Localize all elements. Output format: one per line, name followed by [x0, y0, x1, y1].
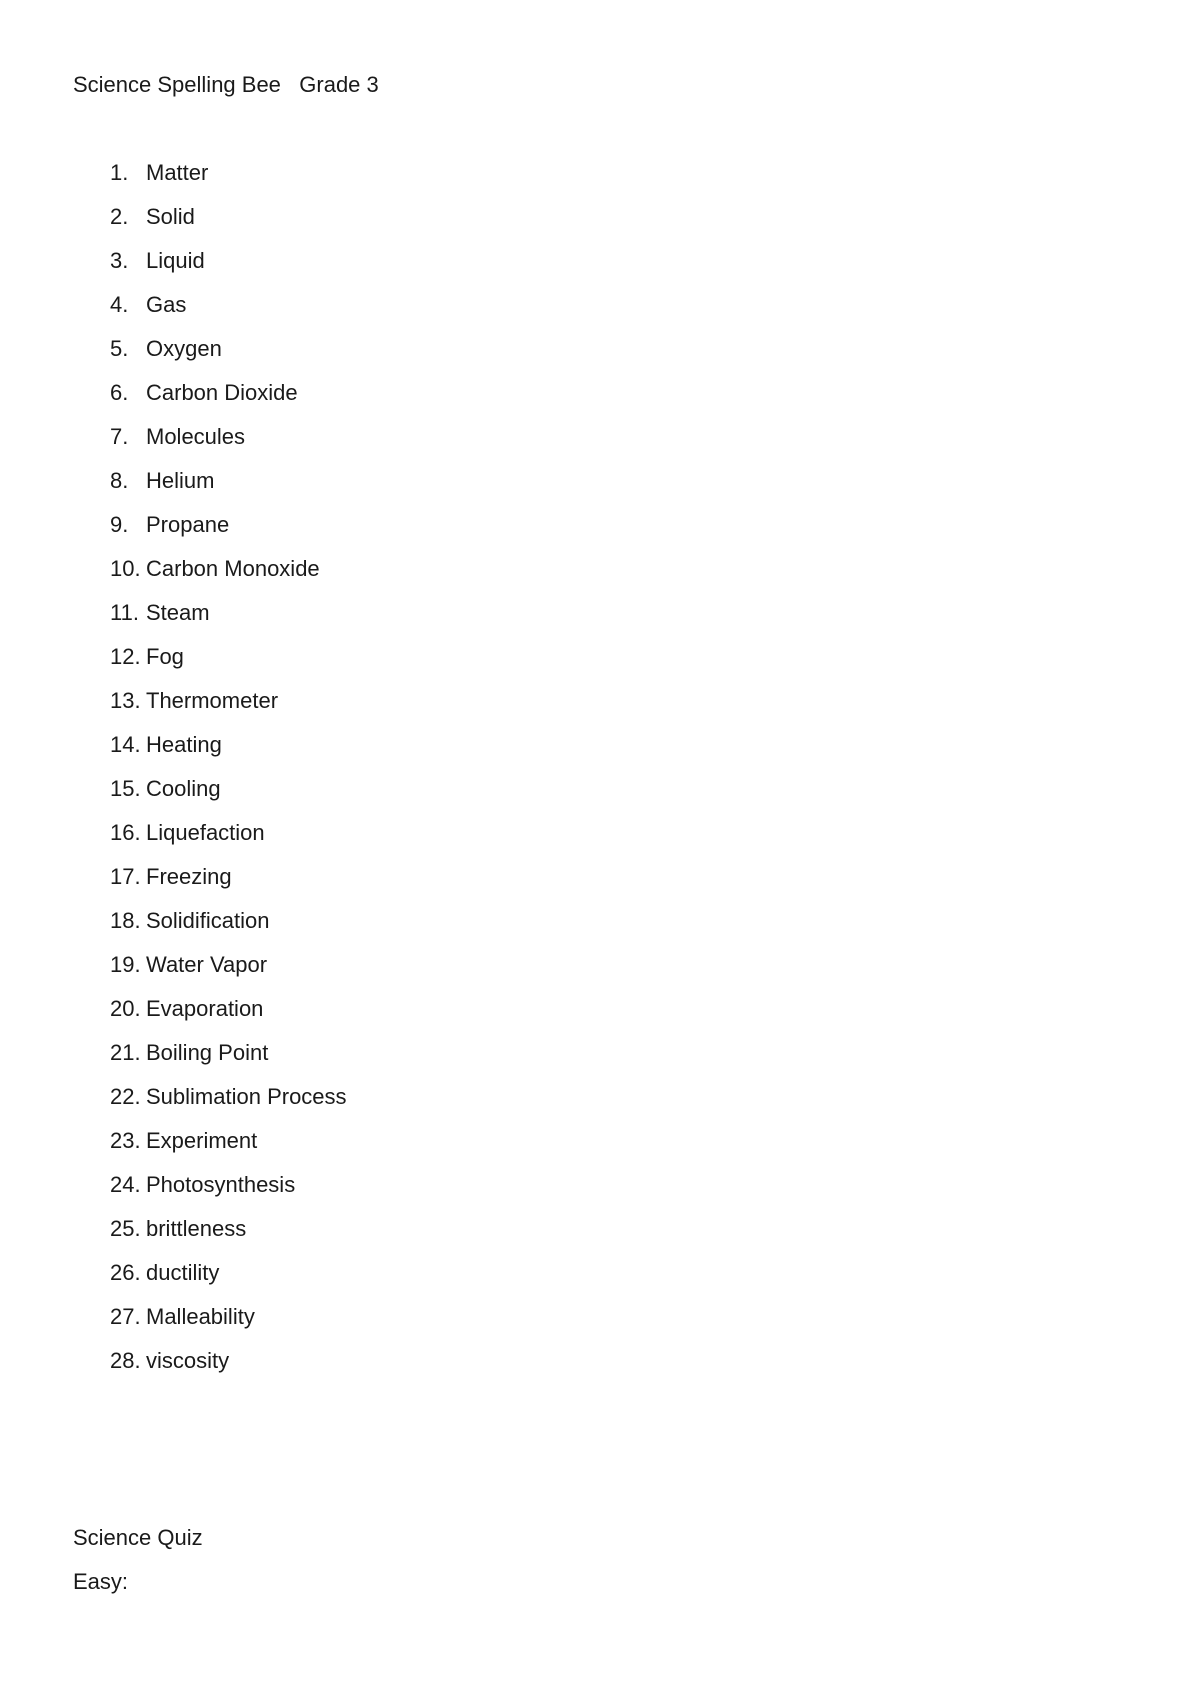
list-item-word: Carbon Monoxide [146, 556, 320, 581]
list-item-word: brittleness [146, 1216, 247, 1241]
list-item-word: Oxygen [146, 336, 222, 361]
list-item [110, 952, 347, 996]
list-item-word: Fog [146, 644, 184, 669]
list-item-word: Matter [146, 160, 209, 185]
list-item-number: 3. [110, 248, 129, 273]
list-item [110, 1172, 347, 1216]
list-item-word: Experiment [146, 1128, 258, 1153]
list-item-number: 21. [110, 1040, 141, 1065]
spelling-word-list [110, 160, 347, 1392]
list-item [110, 996, 347, 1040]
list-item [110, 1260, 347, 1304]
page-title [73, 72, 379, 98]
list-item-word: viscosity [146, 1348, 230, 1373]
list-item-number: 22. [110, 1084, 141, 1109]
list-item [110, 600, 347, 644]
list-item-word: Cooling [146, 776, 221, 801]
list-item-number: 8. [110, 468, 129, 493]
list-item-word: Boiling Point [146, 1040, 269, 1065]
list-item-word: Solidification [146, 908, 270, 933]
list-item-word: Liquid [146, 248, 205, 273]
list-item-word: Propane [146, 512, 230, 537]
list-item [110, 908, 347, 952]
list-item [110, 688, 347, 732]
list-item [110, 1040, 347, 1084]
list-item-number: 28. [110, 1348, 141, 1373]
grade-label: Grade 3 [299, 72, 379, 97]
list-item-number: 18. [110, 908, 141, 933]
list-item-word: Carbon Dioxide [146, 380, 298, 405]
list-item [110, 1128, 347, 1172]
list-item [110, 204, 347, 248]
list-item-word: Helium [146, 468, 215, 493]
quiz-heading: Science Quiz [73, 1525, 203, 1550]
list-item-word: Water Vapor [146, 952, 268, 977]
list-item-number: 5. [110, 336, 129, 361]
list-item-number: 16. [110, 820, 141, 845]
list-item [110, 556, 347, 600]
list-item-word: Freezing [146, 864, 232, 889]
list-item-word: Steam [146, 600, 210, 625]
list-item [110, 468, 347, 512]
quiz-level-label: Easy: [73, 1569, 129, 1594]
list-item-number: 1. [110, 160, 129, 185]
list-item-number: 19. [110, 952, 141, 977]
list-item [110, 776, 347, 820]
list-item-word: Molecules [146, 424, 246, 449]
list-item-number: 24. [110, 1172, 141, 1197]
list-item-number: 27. [110, 1304, 141, 1329]
list-item-number: 26. [110, 1260, 141, 1285]
list-item-word: Heating [146, 732, 222, 757]
list-item-number: 4. [110, 292, 129, 317]
list-item [110, 292, 347, 336]
list-item [110, 512, 347, 556]
list-item-number: 2. [110, 204, 129, 229]
list-item [110, 336, 347, 380]
list-item [110, 1216, 347, 1260]
list-item-number: 12. [110, 644, 141, 669]
list-item-word: Thermometer [146, 688, 279, 713]
list-item [110, 644, 347, 688]
list-item-number: 20. [110, 996, 141, 1021]
list-item-number: 23. [110, 1128, 141, 1153]
list-item [110, 380, 347, 424]
list-item [110, 160, 347, 204]
list-item-number: 7. [110, 424, 129, 449]
list-item-word: ductility [146, 1260, 220, 1285]
list-item [110, 820, 347, 864]
list-item-number: 15. [110, 776, 141, 801]
list-item-word: Solid [146, 204, 195, 229]
list-item-word: Malleability [146, 1304, 255, 1329]
list-item-number: 17. [110, 864, 141, 889]
list-item-word: Photosynthesis [146, 1172, 296, 1197]
list-item [110, 1348, 347, 1392]
list-item-number: 6. [110, 380, 129, 405]
list-item-number: 11. [110, 600, 139, 625]
list-item [110, 1084, 347, 1128]
list-item-number: 25. [110, 1216, 141, 1241]
list-item-word: Sublimation Process [146, 1084, 347, 1109]
list-item [110, 864, 347, 908]
list-item-word: Gas [146, 292, 187, 317]
list-item-number: 13. [110, 688, 141, 713]
list-item-number: 14. [110, 732, 141, 757]
list-item [110, 1304, 347, 1348]
list-item [110, 732, 347, 776]
list-item-number: 9. [110, 512, 129, 537]
list-item [110, 424, 347, 468]
title-text: Science Spelling Bee [73, 72, 281, 97]
list-item [110, 248, 347, 292]
list-item-number: 10. [110, 556, 141, 581]
list-item-word: Evaporation [146, 996, 264, 1021]
list-item-word: Liquefaction [146, 820, 265, 845]
